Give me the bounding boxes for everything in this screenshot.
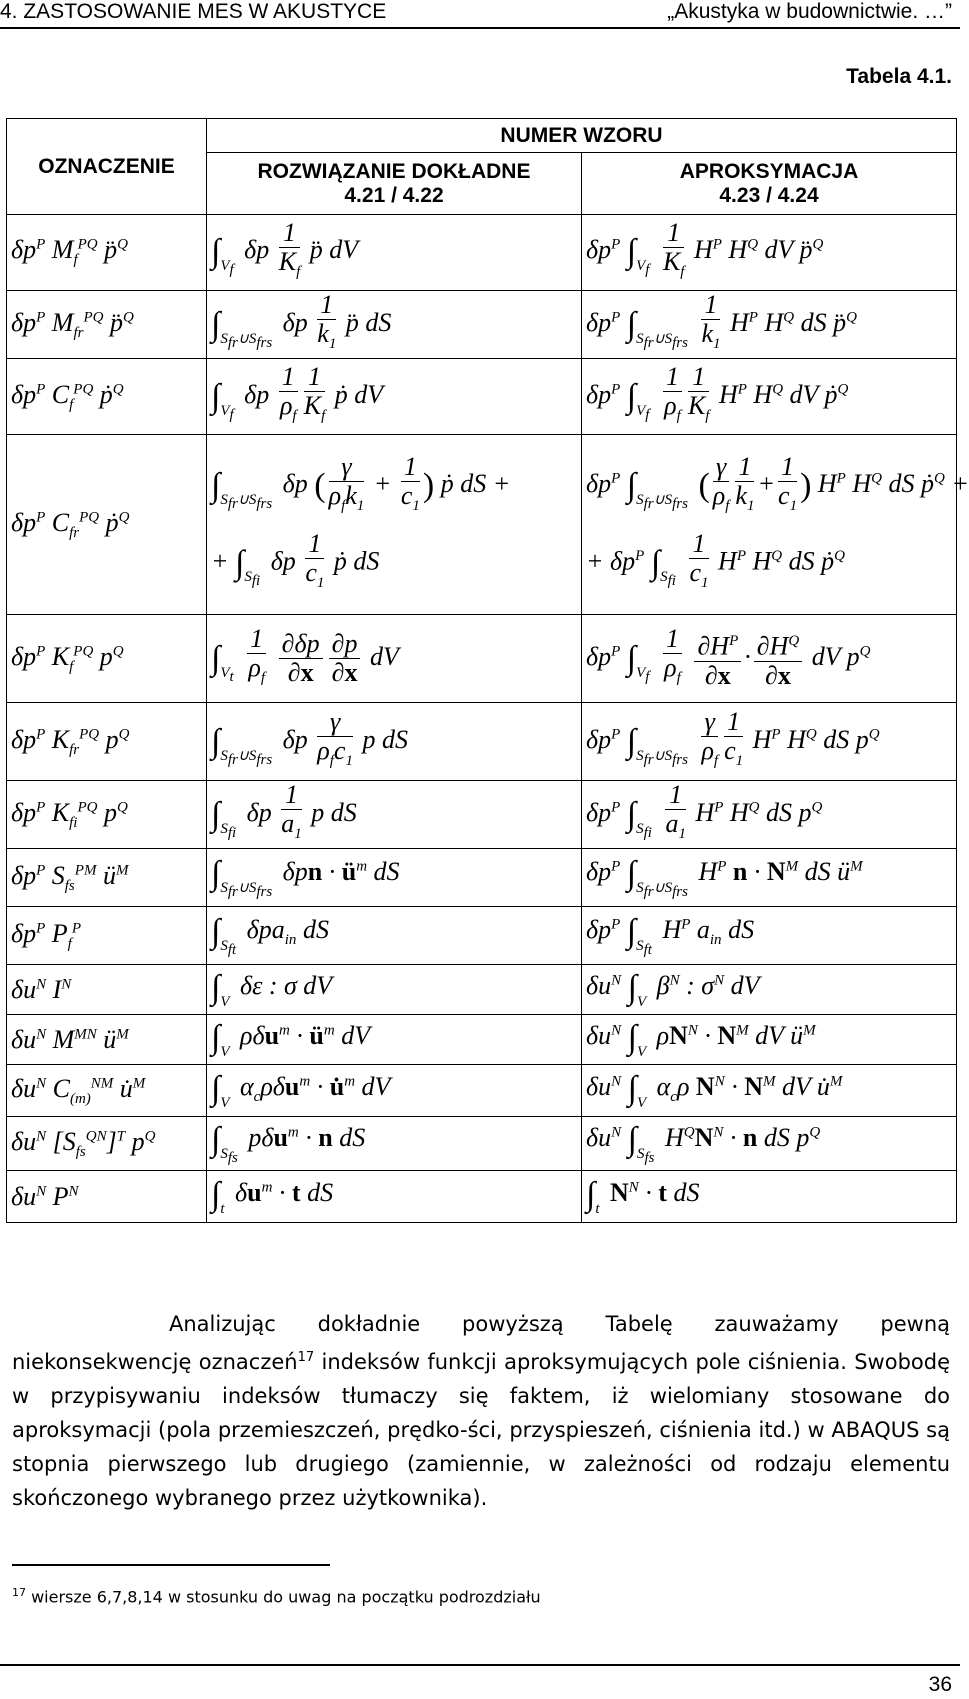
book-title: „Akustyka w budownictwie. …” xyxy=(667,0,952,23)
approx-cell: $\delta p^P$ $\int_{S_{fr}\cup S_{frs}}$ $H^P$ $n \cdot N^M$ dS $ü^M$ xyxy=(582,849,957,907)
table-row xyxy=(7,215,957,291)
footnote-text: wiersze 6,7,8,14 w stosunku do uwag na początku podrozdziału xyxy=(26,1587,541,1607)
table-row xyxy=(7,359,957,435)
exact-cell: $\int_{S_{fr}\cup S_{frs}}$ δp ( γ $\rho_fk_1$ + $\frac{1}{c_1}$ ) ṗ dS + + $\int_{S_{fi}}$ δp $\frac{1}{c_1}$ ṗ dS xyxy=(207,435,582,615)
designation-cell: $\delta p^P$ $K_{fi}^{PQ}$ $p^Q$ xyxy=(7,781,207,849)
exact-cell: $\int_{V_f}$ δp $\frac{1}{\rho_f}$ $\frac{1}{K_f}$ ṗ dV xyxy=(207,359,582,435)
footnote-ref[interactable]: 17 xyxy=(297,1350,315,1365)
approx-cell: $\delta p^P$ $\int_{V_f}$ $\frac{1}{\rho_f}$ $\frac{1}{K_f}$ $H^P$ $H^Q$ dV ṗ$^Q$ xyxy=(582,359,957,435)
designation-cell: $\delta p^P$ $M_{fr}^{PQ}$ p̈$^Q$ xyxy=(7,291,207,359)
table-caption: Tabela 4.1. xyxy=(846,65,952,88)
exact-cell: $\int_V$ $\rho\delta u^m \cdot ü^m$ dV xyxy=(207,1015,582,1065)
exact-cell: $\int_V$ δε : σ dV xyxy=(207,965,582,1015)
table-row xyxy=(7,615,957,703)
designation-cell: $\delta p^P$ $K_f^{PQ}$ $p^Q$ xyxy=(7,615,207,703)
paragraph-end: indeksów funkcji aproksymujących pole ciśnienia. Swobodę w przypisywaniu indeksów tłumaczy się faktem, iż wielomiany stosowane do aproksymacji (pola przemieszczeń, prędko-ści, przyspieszeń, ciśnienia itd.) w ABAQUS są stopnia pierwszego lub drugiego (zamiennie, w zależności od rodzaju elementu skończonego wybranego przez użytkownika). xyxy=(12,1350,951,1510)
footnote-rule xyxy=(12,1564,330,1566)
exact-cell: $\int_{V_t}$ $\frac{1}{\rho_f}$ $\frac{\partial\delta p}{\partial x}$ $\frac{\partial p}{\partial x}$ dV xyxy=(207,615,582,703)
designation-cell: $\delta p^P$ $M_f^{PQ}$ p̈$^Q$ xyxy=(7,215,207,291)
header-formula-number: NUMER WZORU xyxy=(207,119,957,153)
exact-cell: $\int_{V_f}$ δp $\frac{1}{K_f}$ p̈ dV xyxy=(207,215,582,291)
footnote xyxy=(12,1586,541,1606)
approx-cell: $\delta p^P$ $\int_{S_{fi}}$ $\frac{1}{a_1}$ $H^P$ $H^Q$ dS $p^Q$ xyxy=(582,781,957,849)
paragraph-start: Analizując dokładnie powyższą Tabelę zauważamy pewną niekonsekwencję oznaczeń xyxy=(12,1312,950,1374)
approx-cell: $\delta u^N$ $\int_V$ $\beta^N$ : $\sigma^N$ dV xyxy=(582,965,957,1015)
approx-cell: $\delta u^N$ $\int_V$ $\rho N^N \cdot N^M$ dV $ü^M$ xyxy=(582,1015,957,1065)
footer-rule xyxy=(0,1664,960,1666)
header-exact-label: ROZWIĄZANIE DOKŁADNE xyxy=(257,159,531,183)
table-row xyxy=(7,1065,957,1117)
table-row xyxy=(7,703,957,781)
designation-cell: $\delta p^P$ $C_{fr}^{PQ}$ ṗ$^Q$ xyxy=(7,435,207,615)
chapter-title: 4. ZASTOSOWANIE MES W AKUSTYCE xyxy=(0,0,387,23)
approx-cell: $\delta u^N$ $\int_{S_{fs}}$ $H^QN^N \cdot n$ dS $p^Q$ xyxy=(582,1117,957,1171)
header-approx-label: APROKSYMACJA xyxy=(679,159,859,183)
approx-cell: $\int_t$ $N^N \cdot t$ dS xyxy=(582,1171,957,1223)
designation-cell: $\delta p^P$ $S_{fs}^{PM}$ $ü^M$ xyxy=(7,849,207,907)
table-row xyxy=(7,849,957,907)
exact-cell: $\int_{S_{fs}}$ pδu$^m$ · n dS xyxy=(207,1117,582,1171)
header-designation: OZNACZENIE xyxy=(7,119,207,215)
approx-cell: $\delta p^P$ $\int_{S_{fr}\cup S_{frs}}$ $\frac{1}{k_1}$ $H^P$ $H^Q$ dS p̈$^Q$ xyxy=(582,291,957,359)
table-row xyxy=(7,1171,957,1223)
designation-cell: $\delta p^P$ $P_f^P$ xyxy=(7,907,207,965)
table-row xyxy=(7,1117,957,1171)
running-header xyxy=(0,0,960,26)
table-row xyxy=(7,1015,957,1065)
exact-cell: $\int_{S_{ft}}$ δpa$_{in}$ dS xyxy=(207,907,582,965)
header-approx xyxy=(582,153,957,215)
table-row xyxy=(7,435,957,615)
designation-cell: $\delta u^N$ $[S_{fs}^{QN}]^T$ $p^Q$ xyxy=(7,1117,207,1171)
approx-cell: $\delta p^P$ $\int_{S_{ft}}$ $H^P$ $a_{in}$ dS xyxy=(582,907,957,965)
designation-cell: $\delta u^N$ $M^{MN}$ $ü^M$ xyxy=(7,1015,207,1065)
exact-cell: $\int_t$ $\delta u^m \cdot t$ dS xyxy=(207,1171,582,1223)
table-row xyxy=(7,291,957,359)
designation-cell: $\delta u^N$ $P^N$ xyxy=(7,1171,207,1223)
exact-cell: $\int_{S_{fr}\cup S_{frs}}$ δp γ $\rho_fc_1$ p dS xyxy=(207,703,582,781)
designation-cell: $\delta p^P$ $C_f^{PQ}$ ṗ$^Q$ xyxy=(7,359,207,435)
exact-cell: $\int_{S_{fr}\cup S_{frs}}$ $\delta pn \cdot ü^m$ dS xyxy=(207,849,582,907)
header-exact xyxy=(207,153,582,215)
exact-cell: $\int_V$ $\alpha_c\rho\delta u^m$ · u̇$^m$ dV xyxy=(207,1065,582,1117)
header-rule xyxy=(0,27,960,29)
page-number: 36 xyxy=(928,1673,952,1696)
approx-cell: $\delta u^N$ $\int_V$ $\alpha_c\rho$ $N^N \cdot N^M$ dV u̇$^M$ xyxy=(582,1065,957,1117)
table-row xyxy=(7,965,957,1015)
header-approx-ref: 4.23 / 4.24 xyxy=(719,183,819,207)
approx-cell: $\delta p^P$ $\int_{V_f}$ $\frac{1}{K_f}$ $H^P$ $H^Q$ dV p̈$^Q$ xyxy=(582,215,957,291)
designation-cell: $\delta u^N$ $C_{(m)}^{NM}$ u̇$^M$ xyxy=(7,1065,207,1117)
designation-cell: $\delta p^P$ $K_{fr}^{PQ}$ $p^Q$ xyxy=(7,703,207,781)
designation-cell: $\delta u^N$ $I^N$ xyxy=(7,965,207,1015)
table-row xyxy=(7,781,957,849)
header-exact-ref: 4.21 / 4.22 xyxy=(344,183,444,207)
approx-cell: $\delta p^P$ $\int_{V_f}$ $\frac{1}{\rho_f}$ $\frac{\partial H^P}{\partial x}$ · $\frac{\partial H^Q}{\partial x}$ dV $p^Q$ xyxy=(582,615,957,703)
body-paragraph xyxy=(12,1307,950,1515)
exact-cell: $\int_{S_{fr}\cup S_{frs}}$ δp $\frac{1}{k_1}$ p̈ dS xyxy=(207,291,582,359)
footnote-number: 17 xyxy=(12,1586,26,1599)
table-row xyxy=(7,907,957,965)
formula-table xyxy=(6,118,969,1223)
approx-cell: $\delta p^P$ $\int_{S_{fr}\cup S_{frs}}$ $\frac{\gamma}{\rho_f}$ $\frac{1}{c_1}$ $H^P$ $H^Q$ dS $p^Q$ xyxy=(582,703,957,781)
approx-cell: $\delta p^P$ $\int_{S_{fr}\cup S_{frs}}$ ( $\frac{\gamma}{\rho_f}$ $\frac{1}{k_1}$ + $\frac{1}{c_1}$ ) $H^P$ $H^Q$ dS ṗ$^Q$ + + $\delta p^P$ $\int_{S_{fi}}$ $\frac{1}{c_1}$ $H^P$ $H^Q$ dS ṗ$^Q$ xyxy=(582,435,957,615)
exact-cell: $\int_{S_{fi}}$ δp $\frac{1}{a_1}$ p dS xyxy=(207,781,582,849)
